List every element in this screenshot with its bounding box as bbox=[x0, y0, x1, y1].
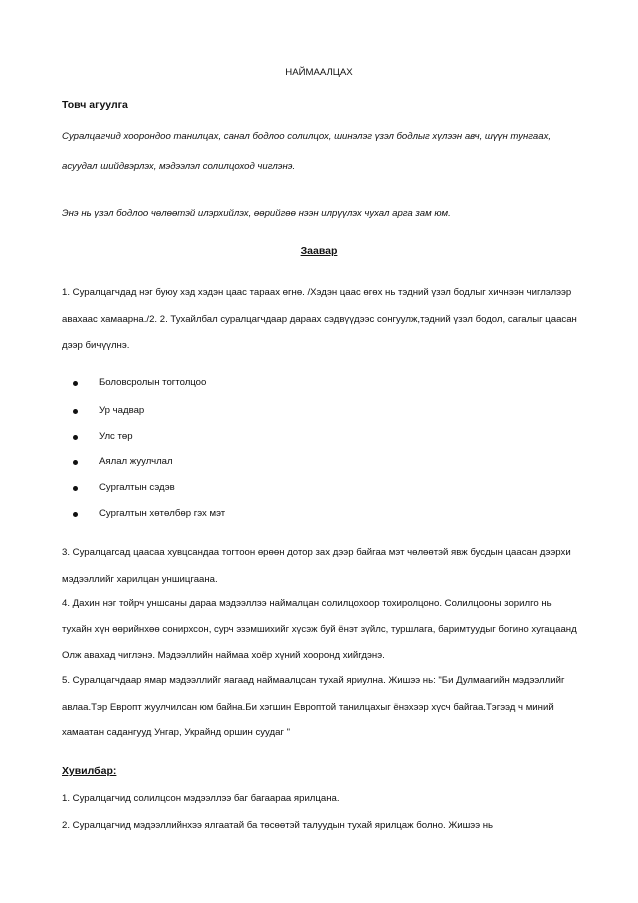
paragraph-line: тухайн хүн өөрийнхөө сонирхсон, сурч эзэмшихийг хүсэж буй ёнэт зүйлс, туршлага, баримтуудыг богино хугацаанд bbox=[62, 624, 577, 635]
bullet-item: Боловсролын тогтолцоо bbox=[99, 377, 207, 388]
bullet-icon bbox=[73, 435, 78, 440]
instructions-heading: Заавар bbox=[300, 245, 338, 257]
paragraph-line: 2. Суралцагчид мэдээллийнхээ ялгаатай ба төсөөтэй талуудын тухай ярилцаж болно. Жишээ нь bbox=[62, 820, 494, 831]
bullet-icon bbox=[73, 460, 78, 465]
variant-heading: Хувилбар: bbox=[62, 765, 117, 777]
bullet-item: Улс төр bbox=[99, 431, 133, 442]
paragraph-line: 1. Суралцагчид солилцсон мэдээллээ баг багаараа ярилцана. bbox=[62, 793, 340, 804]
paragraph-line: авахаас хамаарна./2. 2. Тухайлбал суралцагчдаар дараах сэдвүүдээс сонгуулж,тэдний үзэл бодол, сагалыг цаасан bbox=[62, 314, 577, 325]
bullet-item: Аялал жуулчлал bbox=[99, 456, 173, 467]
bullet-item: Сургалтын хөтөлбөр гэх мэт bbox=[99, 508, 226, 519]
document-title: НАЙМААЛЦАХ bbox=[285, 67, 353, 78]
paragraph-line: авлаа.Тэр Европт жуулчилсан юм байна.Би хэгшин Европтой танилцахыг ёнэхээр хүсч байгаа.Тэгээд ч миний bbox=[62, 702, 554, 713]
bullet-item: Сургалтын сэдэв bbox=[99, 482, 175, 493]
bullet-item: Ур чадвар bbox=[99, 405, 145, 416]
paragraph-line: 5. Суралцагчдаар ямар мэдээллийг яагаад наймаалцсан тухай яриулна. Жишээ нь: "Би Дулмаагийн мэдээллийг bbox=[62, 675, 565, 686]
paragraph-line: дээр бичүүлнэ. bbox=[62, 340, 130, 351]
paragraph-line: 1. Суралцагчдад нэг буюу хэд хэдэн цаас тараах өгнө. /Хэдэн цаас өгөх нь тэдний үзэл бодлыг хичнээн чиглэлээр bbox=[62, 287, 572, 298]
bullet-icon bbox=[73, 512, 78, 517]
summary-line: асуудал шийдвэрлэх, мэдээлэл солилцоход чиглэнэ. bbox=[62, 161, 296, 172]
paragraph-line: 4. Дахин нэг тойрч уншсаны дараа мэдээллээ наймалцан солилцохоор тохиролцоно. Солилцооны зорилго нь bbox=[62, 598, 552, 609]
bullet-icon bbox=[73, 409, 78, 414]
summary-heading: Товч агуулга bbox=[62, 99, 128, 111]
summary-line: Энэ нь үзэл бодлоо чөлөөтэй илэрхийлэх, өөрийгөө нээн илрүүлэх чухал арга зам юм. bbox=[62, 208, 451, 219]
bullet-icon bbox=[73, 486, 78, 491]
paragraph-line: 3. Суралцагсад цаасаа хувцсандаа тогтоон өрөөн дотор зах дээр байгаа мэт чөлөөтэй явж бусдын цаасан дээрхи bbox=[62, 547, 571, 558]
summary-line: Суралцагчид хоорондоо танилцах, санал бодлоо солилцох, шинэлэг үзэл бодлыг хүлээн авч, шүүн тунгаах, bbox=[62, 131, 552, 142]
paragraph-line: мэдээллийг харилцан уншицгаана. bbox=[62, 574, 218, 585]
paragraph-line: хамаатан садангууд Унгар, Украйнд оршин суудаг " bbox=[62, 727, 291, 738]
bullet-icon bbox=[73, 381, 78, 386]
paragraph-line: Олж авахад чиглэнэ. Мэдээллийн наймаа хоёр хүний хооронд хийгдэнэ. bbox=[62, 650, 385, 661]
